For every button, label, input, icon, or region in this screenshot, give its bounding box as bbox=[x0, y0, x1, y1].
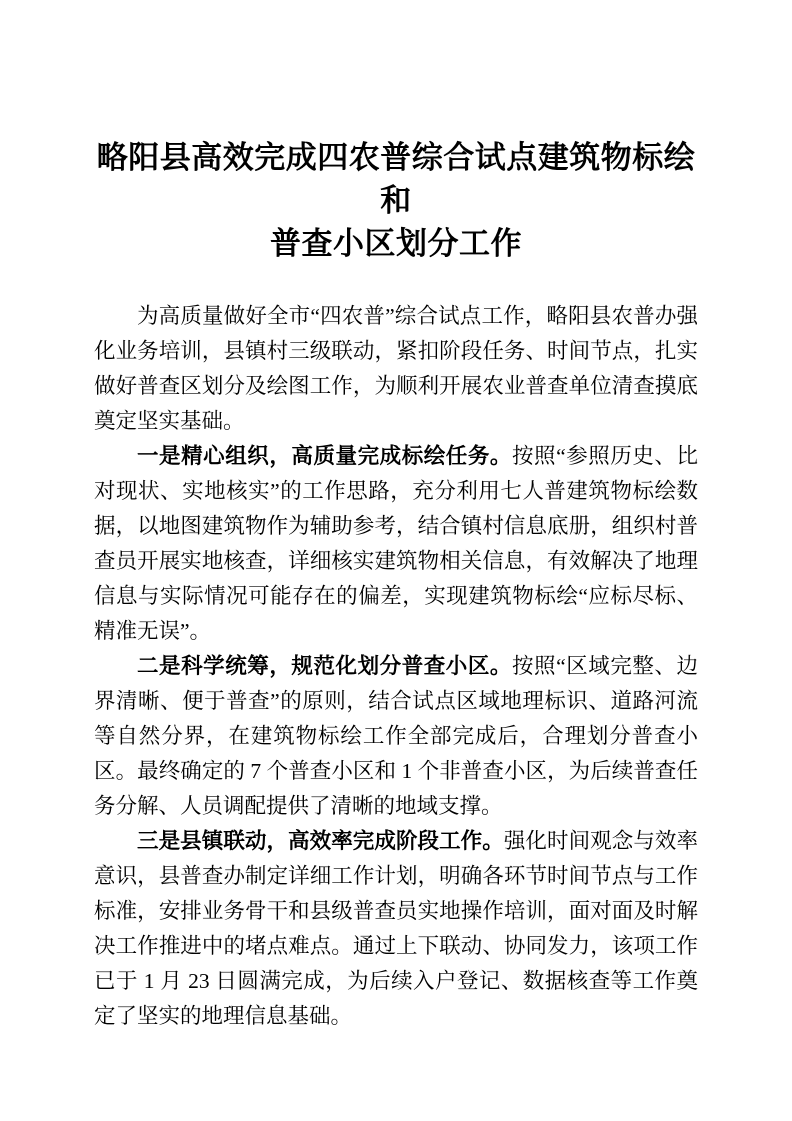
document-title-line-2: 普查小区划分工作 bbox=[270, 226, 522, 261]
paragraph-intro-body: 为高质量做好全市“四农普”综合试点工作，略阳县农普办强化业务培训，县镇村三级联动，紧扣阶段任务、时间节点，扎实做好普查区划分及绘图工作，为顺利开展农业普查单位清查摸底奠定坚实基础。 bbox=[94, 304, 698, 433]
paragraph-point-2-body: 按照“区域完整、边界清晰、便于普查”的原则，结合试点区域地理标识、道路河流等自然分界，在建筑物标绘工作全部完成后，合理划分普查小区。最终确定的 7 个普查小区和 1 个非普查小区，为后续普查任务分解、人员调配提供了清晰的地域支撑。 bbox=[94, 654, 698, 818]
paragraph-point-1-lead: 一是精心组织，高质量完成标绘任务。 bbox=[137, 444, 512, 468]
paragraph-point-1 bbox=[94, 439, 698, 649]
paragraph-point-3-body: 强化时间观念与效率意识，县普查办制定详细工作计划，明确各环节时间节点与工作标准，安排业务骨干和县级普查员实地操作培训，面对面及时解决工作推进中的堵点难点。通过上下联动、协同发力，该项工作已于 1 月 23 日圆满完成，为后续入户登记、数据核查等工作奠定了坚实的地理信息基础。 bbox=[94, 829, 698, 1028]
document-title-line-1: 略阳县高效完成四农普综合试点建筑物标绘和 bbox=[96, 140, 696, 218]
document-title bbox=[94, 136, 698, 265]
paragraph-point-1-body: 按照“参照历史、比对现状、实地核实”的工作思路，充分利用七人普建筑物标绘数据，以地图建筑物作为辅助参考，结合镇村信息底册，组织村普查员开展实地核查，详细核实建筑物相关信息，有效解决了地理信息与实际情况可能存在的偏差，实现建筑物标绘“应标尽标、精准无误”。 bbox=[94, 444, 698, 643]
paragraph-point-2 bbox=[94, 649, 698, 824]
paragraph-intro bbox=[94, 299, 698, 439]
paragraph-point-2-lead: 二是科学统筹，规范化划分普查小区。 bbox=[137, 654, 512, 678]
paragraph-point-3 bbox=[94, 824, 698, 1034]
paragraph-point-3-lead: 三是县镇联动，高效率完成阶段工作。 bbox=[137, 829, 504, 853]
document-content bbox=[94, 0, 698, 1034]
